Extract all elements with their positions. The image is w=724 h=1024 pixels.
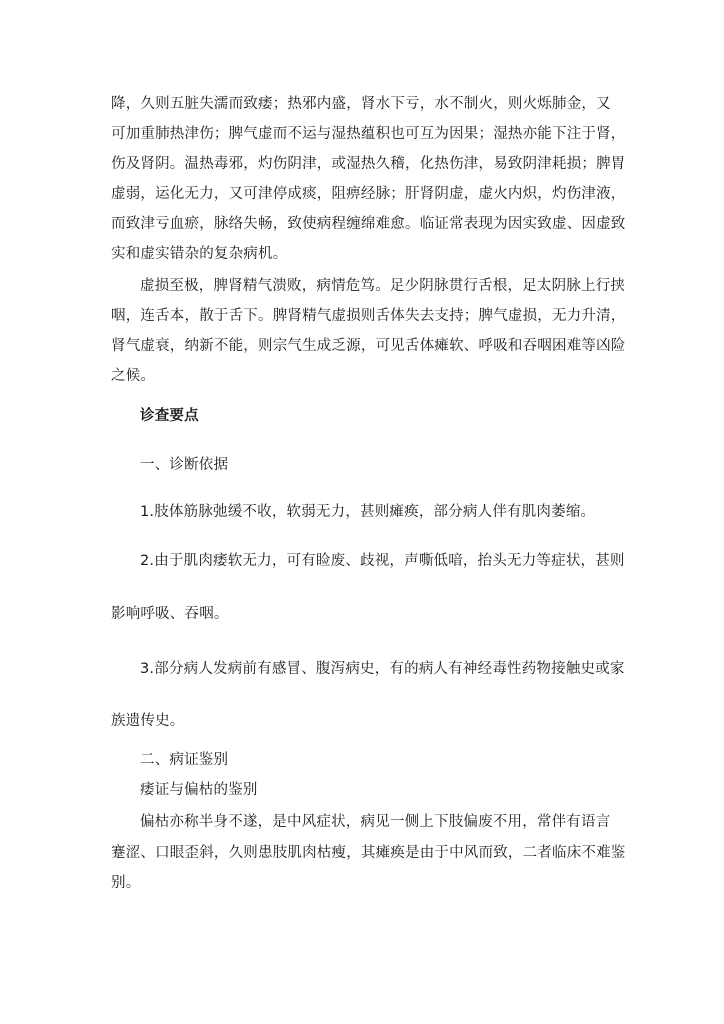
text-line: 1.肢体筋脉弛缓不收，软弱无力，甚则瘫痪，部分病人伴有肌肉萎缩。 xyxy=(140,504,596,520)
text-line: 别。 xyxy=(111,875,141,891)
text-line: 而致津亏血瘀，脉络失畅，致使病程缠绵难愈。临证常表现为因实致虚、因虚致 xyxy=(111,216,626,232)
text-line: 伤及肾阴。温热毒邪，灼伤阴津，或湿热久稽，化热伤津，易致阴津耗损；脾胃 xyxy=(111,156,626,172)
subsection-heading: 一、诊断依据 xyxy=(140,457,229,473)
text-line: 偏枯亦称半身不遂，是中风症状，病见一侧上下肢偏废不用，常伴有语言 xyxy=(140,814,611,830)
text-line: 3.部分病人发病前有感冒、腹泻病史，有的病人有神经毒性药物接触史或家 xyxy=(140,661,625,677)
text-line: 降，久则五脏失濡而致痿；热邪内盛，肾水下亏，水不制火，则火烁肺金，又 xyxy=(111,96,611,112)
text-line: 痿证与偏枯的鉴别 xyxy=(140,782,258,798)
text-line: 可加重肺热津伤；脾气虚而不运与湿热蕴积也可互为因果；湿热亦能下注于肾， xyxy=(111,126,626,142)
text-line: 实和虚实错杂的复杂病机。 xyxy=(111,246,288,262)
text-line: 虚损至极，脾肾精气溃败，病情危笃。足少阴脉贯行舌根，足太阴脉上行挟 xyxy=(140,278,626,294)
section-heading: 诊查要点 xyxy=(140,408,199,424)
text-line: 虚弱，运化无力，又可津停成痰，阻痹经脉；肝肾阴虚，虚火内炽，灼伤津液， xyxy=(111,186,626,202)
text-line: 之候。 xyxy=(111,368,156,384)
subsection-heading: 二、病证鉴别 xyxy=(140,752,229,768)
text-line: 2.由于肌肉痿软无力，可有睑废、歧视，声嘶低喑，抬头无力等症状，甚则 xyxy=(140,553,625,569)
text-line: 族遗传史。 xyxy=(111,713,185,729)
text-line: 蹇涩、口眼歪斜，久则患肢肌肉枯瘦，其瘫痪是由于中风而致，二者临床不难鉴 xyxy=(111,845,626,861)
text-line: 影响呼吸、吞咽。 xyxy=(111,606,229,622)
text-line: 肾气虚衰，纳新不能，则宗气生成乏源，可见舌体瘫软、呼吸和吞咽困难等凶险 xyxy=(111,338,626,354)
text-line: 咽，连舌本，散于舌下。脾肾精气虚损则舌体失去支持；脾气虚损，无力升清， xyxy=(111,308,626,324)
